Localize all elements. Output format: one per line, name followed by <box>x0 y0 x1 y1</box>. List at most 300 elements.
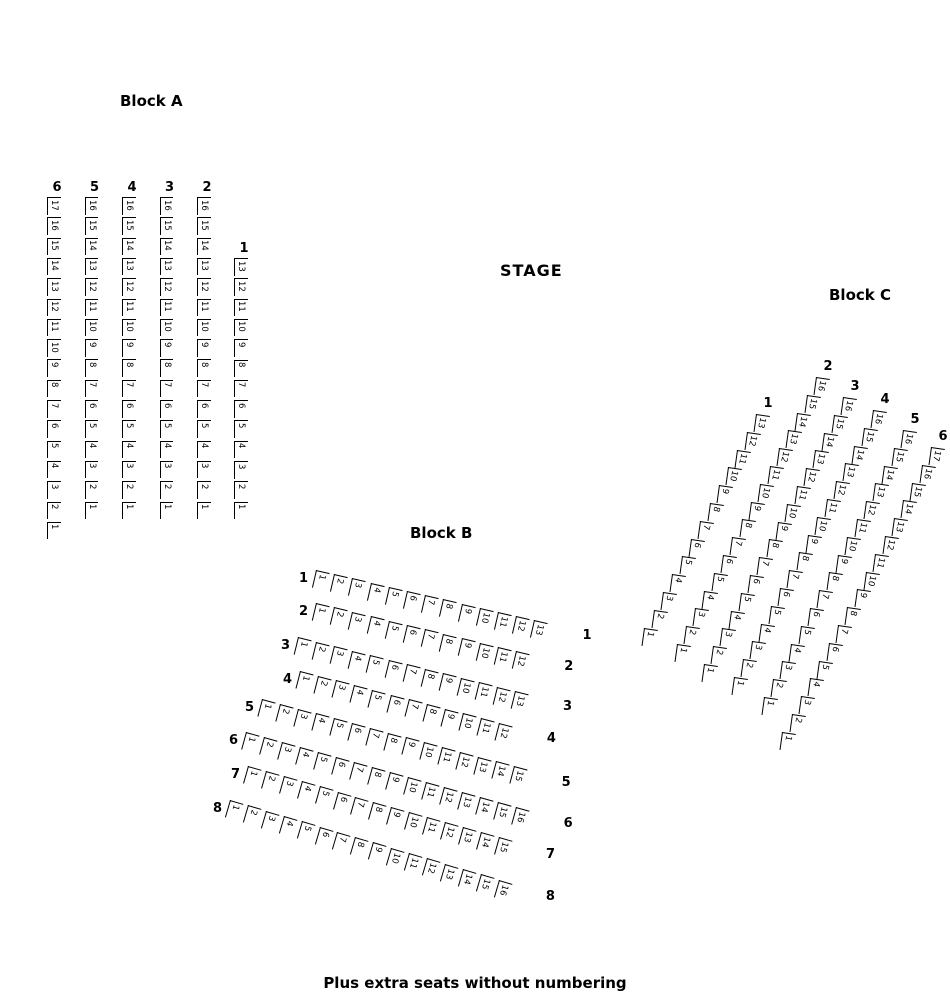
seat-b-8-12[interactable] <box>422 858 440 879</box>
seat-c-5-14[interactable] <box>882 466 898 485</box>
seat-b-3-13[interactable] <box>511 691 528 711</box>
seat-a-3-3[interactable] <box>160 461 174 479</box>
seat-b-7-11[interactable] <box>422 817 440 838</box>
seat-b-8-14[interactable] <box>458 869 476 890</box>
seat-c-5-2[interactable] <box>770 679 786 698</box>
seat-b-5-12[interactable] <box>455 752 473 772</box>
seat-c-6-16[interactable] <box>919 465 935 484</box>
seat-b-3-11[interactable] <box>475 682 492 702</box>
seat-c-2-12[interactable] <box>776 448 792 467</box>
seat-b-4-12[interactable] <box>495 723 512 743</box>
seat-c-2-9[interactable] <box>748 502 764 521</box>
seat-c-6-15[interactable] <box>910 483 926 502</box>
seat-b-1-13[interactable] <box>530 620 547 640</box>
seat-a-2-15[interactable] <box>197 217 211 235</box>
seat-c-1-12[interactable] <box>744 432 760 451</box>
seat-b-4-8[interactable] <box>422 704 439 724</box>
seat-a-4-6[interactable] <box>122 400 136 418</box>
seat-b-8-2[interactable] <box>243 805 261 826</box>
seat-a-2-7[interactable] <box>197 380 211 398</box>
seat-a-5-8[interactable] <box>85 359 99 377</box>
seat-b-7-12[interactable] <box>440 822 458 843</box>
seat-a-3-15[interactable] <box>160 217 174 235</box>
seat-b-3-4[interactable] <box>348 651 365 671</box>
seat-b-3-6[interactable] <box>384 660 401 680</box>
seat-c-1-3[interactable] <box>661 592 677 611</box>
seat-a-5-12[interactable] <box>85 278 99 296</box>
seat-b-6-7[interactable] <box>349 762 367 782</box>
seat-a-6-9[interactable] <box>47 359 61 377</box>
seat-c-6-11[interactable] <box>873 554 889 573</box>
seat-c-4-3[interactable] <box>750 641 766 660</box>
seat-a-3-8[interactable] <box>160 359 174 377</box>
seat-a-6-3[interactable] <box>47 481 61 499</box>
seat-c-5-10[interactable] <box>845 537 861 556</box>
seat-b-7-13[interactable] <box>458 827 476 848</box>
seat-b-1-10[interactable] <box>476 608 493 628</box>
seat-a-2-16[interactable] <box>197 197 211 215</box>
seat-a-1-9[interactable] <box>234 339 248 357</box>
seat-a-5-7[interactable] <box>85 380 99 398</box>
seat-b-7-1[interactable] <box>243 766 261 787</box>
seat-c-1-13[interactable] <box>754 414 770 433</box>
seat-c-2-2[interactable] <box>683 626 699 645</box>
seat-c-3-13[interactable] <box>813 450 829 469</box>
seat-c-2-1[interactable] <box>674 644 690 663</box>
seat-b-1-1[interactable] <box>312 570 329 590</box>
seat-b-3-10[interactable] <box>457 678 474 698</box>
seat-c-2-14[interactable] <box>795 413 811 432</box>
seat-b-1-9[interactable] <box>458 604 475 624</box>
seat-b-2-9[interactable] <box>457 638 474 658</box>
seat-b-4-11[interactable] <box>477 718 494 738</box>
seat-c-3-11[interactable] <box>794 486 810 505</box>
seat-c-6-2[interactable] <box>789 714 805 733</box>
seat-b-1-7[interactable] <box>421 595 438 615</box>
seat-a-3-6[interactable] <box>160 400 174 418</box>
seat-a-1-3[interactable] <box>234 461 248 479</box>
seat-c-5-5[interactable] <box>798 626 814 645</box>
seat-a-3-5[interactable] <box>160 420 174 438</box>
seat-b-7-8[interactable] <box>369 802 387 823</box>
seat-b-5-14[interactable] <box>491 761 509 781</box>
seat-c-2-15[interactable] <box>804 395 820 414</box>
seat-a-1-4[interactable] <box>234 441 248 459</box>
seat-a-5-10[interactable] <box>85 319 99 337</box>
seat-b-1-11[interactable] <box>494 612 511 632</box>
seat-c-1-7[interactable] <box>698 521 714 540</box>
seat-c-3-2[interactable] <box>710 646 726 665</box>
seat-b-4-6[interactable] <box>386 695 403 715</box>
seat-a-4-11[interactable] <box>122 299 136 317</box>
seat-c-3-4[interactable] <box>729 611 745 630</box>
seat-c-1-9[interactable] <box>716 485 732 504</box>
seat-a-5-2[interactable] <box>85 481 99 499</box>
seat-c-6-7[interactable] <box>836 625 852 644</box>
seat-a-2-1[interactable] <box>197 502 211 520</box>
seat-a-4-14[interactable] <box>122 238 136 256</box>
seat-a-3-14[interactable] <box>160 238 174 256</box>
seat-b-7-4[interactable] <box>297 781 315 802</box>
seat-a-4-7[interactable] <box>122 380 136 398</box>
seat-c-2-8[interactable] <box>739 519 755 538</box>
seat-c-5-8[interactable] <box>826 572 842 591</box>
seat-a-3-10[interactable] <box>160 319 174 337</box>
seat-a-6-13[interactable] <box>47 278 61 296</box>
seat-a-2-10[interactable] <box>197 319 211 337</box>
seat-c-3-5[interactable] <box>738 593 754 612</box>
seat-c-5-15[interactable] <box>891 448 907 467</box>
seat-a-6-10[interactable] <box>47 339 61 357</box>
seat-a-6-2[interactable] <box>47 502 61 520</box>
seat-c-4-2[interactable] <box>740 659 756 678</box>
seat-c-1-6[interactable] <box>688 539 704 558</box>
seat-b-8-15[interactable] <box>476 874 494 895</box>
seat-a-4-12[interactable] <box>122 278 136 296</box>
seat-a-2-2[interactable] <box>197 481 211 499</box>
seat-b-4-9[interactable] <box>440 709 457 729</box>
seat-a-4-5[interactable] <box>122 420 136 438</box>
seat-b-8-16[interactable] <box>494 880 512 901</box>
seat-a-4-13[interactable] <box>122 258 136 276</box>
seat-b-5-4[interactable] <box>311 713 329 733</box>
seat-c-4-4[interactable] <box>759 624 775 643</box>
seat-c-2-6[interactable] <box>721 555 737 574</box>
seat-a-6-8[interactable] <box>47 380 61 398</box>
seat-a-2-13[interactable] <box>197 258 211 276</box>
seat-c-4-11[interactable] <box>824 499 840 518</box>
seat-a-5-6[interactable] <box>85 400 99 418</box>
seat-a-5-13[interactable] <box>85 258 99 276</box>
seat-b-4-2[interactable] <box>314 676 331 696</box>
seat-b-6-6[interactable] <box>331 757 349 777</box>
seat-b-6-12[interactable] <box>439 787 457 807</box>
seat-b-3-3[interactable] <box>330 646 347 666</box>
seat-b-7-7[interactable] <box>351 797 369 818</box>
seat-c-3-10[interactable] <box>785 504 801 523</box>
seat-a-4-1[interactable] <box>122 502 136 520</box>
seat-a-3-1[interactable] <box>160 502 174 520</box>
seat-c-4-16[interactable] <box>871 410 887 429</box>
seat-c-6-12[interactable] <box>882 536 898 555</box>
seat-b-8-13[interactable] <box>440 864 458 885</box>
seat-a-1-7[interactable] <box>234 380 248 398</box>
seat-b-3-9[interactable] <box>439 673 456 693</box>
seat-b-6-15[interactable] <box>493 802 511 822</box>
seat-a-5-14[interactable] <box>85 238 99 256</box>
seat-a-6-1[interactable] <box>47 522 61 540</box>
seat-b-5-3[interactable] <box>293 709 311 729</box>
seat-b-6-8[interactable] <box>367 767 385 787</box>
seat-a-2-9[interactable] <box>197 339 211 357</box>
seat-a-2-8[interactable] <box>197 359 211 377</box>
seat-a-2-3[interactable] <box>197 461 211 479</box>
seat-c-1-11[interactable] <box>735 450 751 469</box>
seat-c-5-11[interactable] <box>854 519 870 538</box>
seat-c-2-10[interactable] <box>758 484 774 503</box>
seat-c-6-13[interactable] <box>891 518 907 537</box>
seat-b-1-3[interactable] <box>348 578 365 598</box>
seat-a-6-11[interactable] <box>47 319 61 337</box>
seat-c-3-16[interactable] <box>841 397 857 416</box>
seat-a-4-9[interactable] <box>122 339 136 357</box>
seat-c-1-4[interactable] <box>670 574 686 593</box>
seat-c-6-10[interactable] <box>863 572 879 591</box>
seat-c-3-3[interactable] <box>720 628 736 647</box>
seat-b-6-5[interactable] <box>313 752 331 772</box>
seat-a-4-2[interactable] <box>122 481 136 499</box>
seat-c-3-8[interactable] <box>766 539 782 558</box>
seat-c-1-2[interactable] <box>651 610 667 629</box>
seat-b-5-8[interactable] <box>383 733 401 753</box>
seat-b-2-2[interactable] <box>330 607 347 627</box>
seat-c-6-4[interactable] <box>808 678 824 697</box>
seat-b-6-13[interactable] <box>457 792 475 812</box>
seat-a-5-3[interactable] <box>85 461 99 479</box>
seat-c-6-8[interactable] <box>845 607 861 626</box>
seat-b-6-11[interactable] <box>421 782 439 802</box>
seat-a-2-4[interactable] <box>197 441 211 459</box>
seat-b-6-9[interactable] <box>385 772 403 792</box>
seat-a-3-12[interactable] <box>160 278 174 296</box>
seat-c-4-12[interactable] <box>833 481 849 500</box>
seat-b-2-6[interactable] <box>403 625 420 645</box>
seat-c-3-1[interactable] <box>701 664 717 683</box>
seat-a-3-4[interactable] <box>160 441 174 459</box>
seat-c-5-16[interactable] <box>901 430 917 449</box>
seat-c-5-12[interactable] <box>863 501 879 520</box>
seat-c-5-3[interactable] <box>780 661 796 680</box>
seat-b-6-4[interactable] <box>295 747 313 767</box>
seat-b-3-2[interactable] <box>312 642 329 662</box>
seat-c-2-11[interactable] <box>767 466 783 485</box>
seat-a-2-14[interactable] <box>197 238 211 256</box>
seat-a-6-5[interactable] <box>47 441 61 459</box>
seat-a-6-16[interactable] <box>47 217 61 235</box>
seat-c-5-9[interactable] <box>835 555 851 574</box>
seat-a-2-5[interactable] <box>197 420 211 438</box>
seat-a-6-4[interactable] <box>47 461 61 479</box>
seat-b-8-9[interactable] <box>368 842 386 863</box>
seat-b-7-6[interactable] <box>333 792 351 813</box>
seat-c-4-9[interactable] <box>805 535 821 554</box>
seat-c-5-4[interactable] <box>789 644 805 663</box>
seat-a-3-11[interactable] <box>160 299 174 317</box>
seat-b-8-10[interactable] <box>386 848 404 869</box>
seat-a-2-6[interactable] <box>197 400 211 418</box>
seat-b-2-4[interactable] <box>366 616 383 636</box>
seat-a-2-11[interactable] <box>197 299 211 317</box>
seat-b-4-1[interactable] <box>296 671 313 691</box>
seat-c-4-6[interactable] <box>778 588 794 607</box>
seat-b-6-14[interactable] <box>475 797 493 817</box>
seat-b-6-2[interactable] <box>259 737 277 757</box>
seat-b-4-4[interactable] <box>350 685 367 705</box>
seat-a-1-8[interactable] <box>234 360 248 378</box>
seat-b-1-6[interactable] <box>403 591 420 611</box>
seat-b-2-1[interactable] <box>312 603 329 623</box>
seat-b-5-7[interactable] <box>365 728 383 748</box>
seat-a-3-9[interactable] <box>160 339 174 357</box>
seat-c-6-1[interactable] <box>780 732 796 751</box>
seat-a-4-16[interactable] <box>122 197 136 215</box>
seat-a-1-1[interactable] <box>234 502 248 520</box>
seat-c-1-10[interactable] <box>726 467 742 486</box>
seat-c-3-14[interactable] <box>822 433 838 452</box>
seat-b-2-7[interactable] <box>421 629 438 649</box>
seat-b-1-4[interactable] <box>367 583 384 603</box>
seat-b-7-14[interactable] <box>476 832 494 853</box>
seat-b-8-5[interactable] <box>297 821 315 842</box>
seat-a-1-6[interactable] <box>234 400 248 418</box>
seat-a-4-4[interactable] <box>122 441 136 459</box>
seat-a-4-10[interactable] <box>122 319 136 337</box>
seat-a-4-8[interactable] <box>122 359 136 377</box>
seat-b-3-5[interactable] <box>366 655 383 675</box>
seat-c-6-5[interactable] <box>817 661 833 680</box>
seat-b-7-15[interactable] <box>494 837 512 858</box>
seat-c-3-9[interactable] <box>775 522 791 541</box>
seat-c-4-7[interactable] <box>787 570 803 589</box>
seat-a-5-11[interactable] <box>85 299 99 317</box>
seat-b-5-2[interactable] <box>275 704 293 724</box>
seat-a-1-13[interactable] <box>234 258 248 276</box>
seat-a-5-9[interactable] <box>85 339 99 357</box>
seat-a-1-12[interactable] <box>234 278 248 296</box>
seat-b-5-15[interactable] <box>509 766 527 786</box>
seat-c-3-15[interactable] <box>831 415 847 434</box>
seat-b-1-5[interactable] <box>385 587 402 607</box>
seat-a-3-13[interactable] <box>160 258 174 276</box>
seat-a-1-11[interactable] <box>234 299 248 317</box>
seat-a-6-14[interactable] <box>47 258 61 276</box>
seat-c-1-8[interactable] <box>707 503 723 522</box>
seat-b-3-1[interactable] <box>294 637 311 657</box>
seat-c-6-14[interactable] <box>901 500 917 519</box>
seat-b-5-13[interactable] <box>473 757 491 777</box>
seat-b-5-1[interactable] <box>257 699 275 719</box>
seat-c-2-4[interactable] <box>702 591 718 610</box>
seat-c-5-7[interactable] <box>817 590 833 609</box>
seat-c-2-7[interactable] <box>730 537 746 556</box>
seat-b-3-7[interactable] <box>402 664 419 684</box>
seat-b-4-3[interactable] <box>332 680 349 700</box>
seat-a-5-15[interactable] <box>85 217 99 235</box>
seat-c-3-6[interactable] <box>748 575 764 594</box>
seat-c-4-1[interactable] <box>731 677 747 696</box>
seat-c-1-5[interactable] <box>679 556 695 575</box>
seat-b-4-7[interactable] <box>404 699 421 719</box>
seat-b-5-9[interactable] <box>401 737 419 757</box>
seat-b-5-11[interactable] <box>437 747 455 767</box>
seat-a-6-15[interactable] <box>47 238 61 256</box>
seat-b-6-1[interactable] <box>241 732 259 752</box>
seat-c-4-10[interactable] <box>815 517 831 536</box>
seat-a-1-5[interactable] <box>234 420 248 438</box>
seat-b-8-7[interactable] <box>332 832 350 853</box>
seat-b-1-12[interactable] <box>512 616 529 636</box>
seat-b-1-2[interactable] <box>330 574 347 594</box>
seat-b-8-3[interactable] <box>261 811 279 832</box>
seat-c-2-16[interactable] <box>814 377 830 396</box>
seat-b-8-1[interactable] <box>225 800 243 821</box>
seat-b-2-8[interactable] <box>439 634 456 654</box>
seat-c-6-17[interactable] <box>929 447 945 466</box>
seat-c-4-14[interactable] <box>852 446 868 465</box>
seat-c-6-3[interactable] <box>798 696 814 715</box>
seat-a-6-7[interactable] <box>47 400 61 418</box>
seat-b-8-6[interactable] <box>315 827 333 848</box>
seat-b-2-11[interactable] <box>494 647 511 667</box>
seat-b-3-8[interactable] <box>420 669 437 689</box>
seat-a-3-2[interactable] <box>160 481 174 499</box>
seat-a-4-3[interactable] <box>122 461 136 479</box>
seat-b-8-11[interactable] <box>404 853 422 874</box>
seat-c-5-6[interactable] <box>808 608 824 627</box>
seat-b-7-3[interactable] <box>279 776 297 797</box>
seat-c-2-13[interactable] <box>786 430 802 449</box>
seat-c-5-13[interactable] <box>873 483 889 502</box>
seat-c-4-8[interactable] <box>796 552 812 571</box>
seat-b-6-16[interactable] <box>511 807 529 827</box>
seat-a-6-17[interactable] <box>47 197 61 215</box>
seat-c-4-15[interactable] <box>861 428 877 447</box>
seat-b-7-9[interactable] <box>386 807 404 828</box>
seat-b-3-12[interactable] <box>493 687 510 707</box>
seat-b-6-10[interactable] <box>403 777 421 797</box>
seat-b-7-5[interactable] <box>315 786 333 807</box>
seat-c-3-12[interactable] <box>803 468 819 487</box>
seat-b-5-5[interactable] <box>329 718 347 738</box>
seat-c-3-7[interactable] <box>757 557 773 576</box>
seat-a-1-10[interactable] <box>234 319 248 337</box>
seat-c-6-9[interactable] <box>854 589 870 608</box>
seat-b-2-10[interactable] <box>476 643 493 663</box>
seat-c-4-5[interactable] <box>768 606 784 625</box>
seat-b-4-10[interactable] <box>458 713 475 733</box>
seat-b-8-8[interactable] <box>350 837 368 858</box>
seat-b-1-8[interactable] <box>439 599 456 619</box>
seat-a-3-7[interactable] <box>160 380 174 398</box>
seat-a-4-15[interactable] <box>122 217 136 235</box>
seat-a-6-12[interactable] <box>47 299 61 317</box>
seat-b-7-10[interactable] <box>404 812 422 833</box>
seat-a-1-2[interactable] <box>234 481 248 499</box>
seat-a-5-4[interactable] <box>85 441 99 459</box>
seat-b-8-4[interactable] <box>279 816 297 837</box>
seat-b-2-5[interactable] <box>385 621 402 641</box>
seat-a-5-1[interactable] <box>85 502 99 520</box>
seat-a-5-5[interactable] <box>85 420 99 438</box>
seat-a-5-16[interactable] <box>85 197 99 215</box>
seat-b-5-6[interactable] <box>347 723 365 743</box>
seat-a-2-12[interactable] <box>197 278 211 296</box>
seat-c-1-1[interactable] <box>642 628 658 647</box>
seat-c-2-3[interactable] <box>693 608 709 627</box>
seat-b-4-5[interactable] <box>368 690 385 710</box>
seat-b-2-12[interactable] <box>512 651 529 671</box>
seat-c-4-13[interactable] <box>843 463 859 482</box>
seat-c-5-1[interactable] <box>761 697 777 716</box>
seat-b-7-2[interactable] <box>261 771 279 792</box>
seat-c-6-6[interactable] <box>826 643 842 662</box>
seat-a-3-16[interactable] <box>160 197 174 215</box>
seat-a-6-6[interactable] <box>47 420 61 438</box>
seat-b-2-3[interactable] <box>348 612 365 632</box>
seat-b-6-3[interactable] <box>277 742 295 762</box>
seat-c-2-5[interactable] <box>711 573 727 592</box>
seat-b-5-10[interactable] <box>419 742 437 762</box>
